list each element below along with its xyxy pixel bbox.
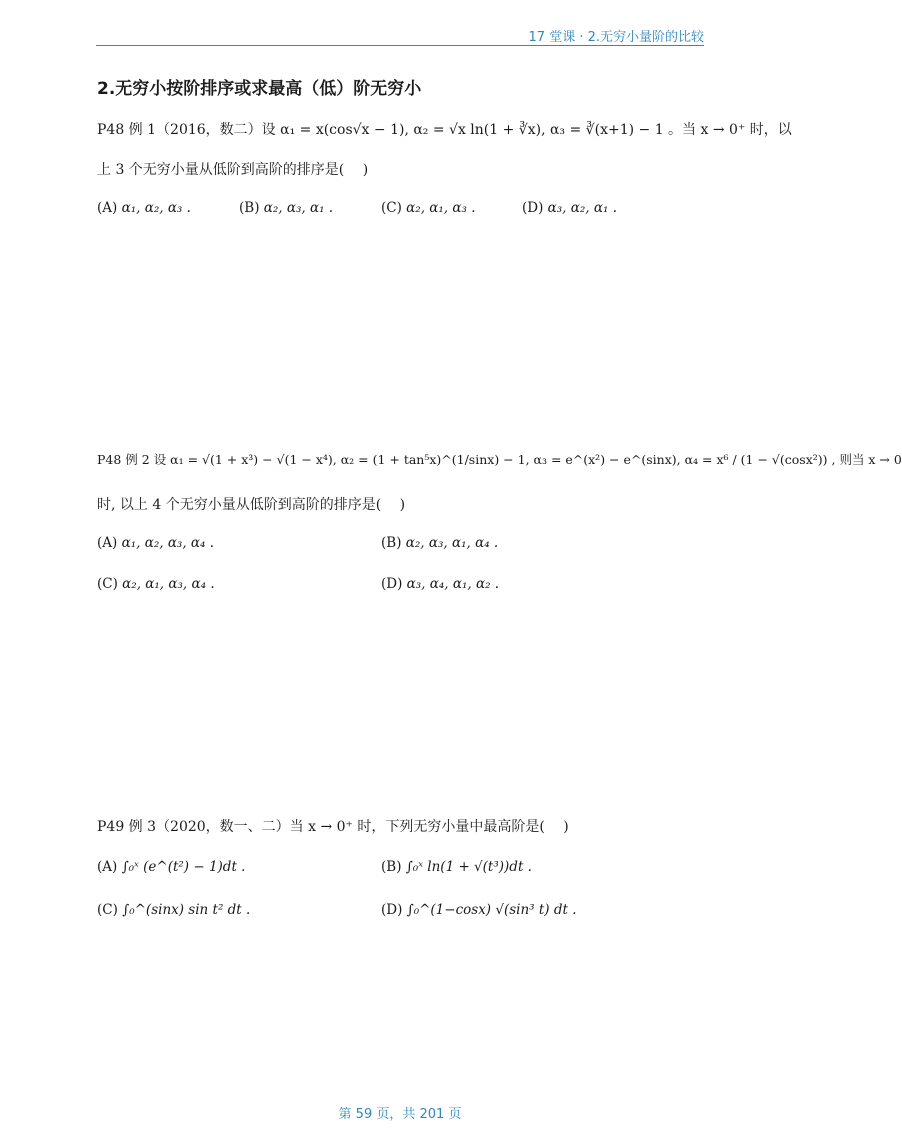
option-text: ∫₀^(sinx) sin t² dt . [122, 902, 251, 918]
option-text: α₁, α₂, α₃ . [121, 200, 191, 216]
example-3-option-b [381, 857, 532, 877]
section-title: 2.无穷小按阶排序或求最高（低）阶无穷小 [97, 79, 422, 99]
example-1-question-line2: 上 3 个无穷小量从低阶到高阶的排序是( ) [97, 162, 369, 178]
option-text: α₂, α₁, α₃ . [406, 200, 476, 216]
option-label: (C) [97, 902, 118, 918]
option-text: α₂, α₃, α₁, α₄ . [405, 535, 499, 551]
example-3-option-d [381, 900, 577, 920]
option-label: (B) [381, 859, 402, 875]
option-text: ∫₀ˣ ln(1 + √(t³))dt . [405, 859, 532, 875]
example-1-option-a [97, 198, 191, 218]
option-label: (A) [97, 859, 118, 875]
option-text: α₁, α₂, α₃, α₄ . [121, 535, 215, 551]
example-3-option-c [97, 900, 250, 920]
example-2-option-a [97, 533, 214, 553]
option-label: (B) [239, 200, 260, 216]
option-label: (D) [381, 576, 403, 592]
running-header: 17 堂课 · 2.无穷小量阶的比较 [528, 30, 704, 45]
option-text: α₂, α₃, α₁ . [263, 200, 334, 216]
option-label: (C) [97, 576, 118, 592]
option-label: (D) [381, 902, 403, 918]
option-text: α₃, α₂, α₁ . [547, 200, 617, 216]
option-text: α₂, α₁, α₃, α₄ . [122, 576, 215, 592]
option-text: ∫₀ˣ (e^(t²) − 1)dt . [121, 859, 246, 875]
example-1-question-line1: P48 例 1（2016，数二）设 α₁ = x(cos√x − 1), α₂ = √x ln(1 + ∛x), α₃ = ∛(x+1) − 1 。当 x → 0⁺ 时，以 [97, 122, 792, 138]
example-2-option-d [381, 574, 499, 594]
example-2-question-line1: P48 例 2 设 α₁ = √(1 + x³) − √(1 − x⁴), α₂ = (1 + tan⁵x)^(1/sinx) − 1, α₃ = e^(x²) − e^(sinx), α₄ = x⁶ / (1 − √(cosx²)) , 则当 x → 0 [97, 452, 902, 467]
example-2-option-c [97, 574, 215, 594]
option-label: (D) [522, 200, 544, 216]
option-label: (A) [97, 535, 118, 551]
example-2-question-line2: 时, 以上 4 个无穷小量从低阶到高阶的排序是( ) [97, 497, 406, 513]
example-2-option-b [381, 533, 498, 553]
option-text: α₃, α₄, α₁, α₂ . [406, 576, 500, 592]
option-label: (B) [381, 535, 402, 551]
option-label: (A) [97, 200, 118, 216]
example-3-question-line1: P49 例 3（2020，数一、二）当 x → 0⁺ 时，下列无穷小量中最高阶是( ) [97, 819, 569, 835]
option-text: ∫₀^(1−cosx) √(sin³ t) dt . [406, 902, 577, 918]
option-label: (C) [381, 200, 402, 216]
example-1-option-d [522, 198, 617, 218]
header-rule [96, 45, 704, 46]
example-1-option-b [239, 198, 333, 218]
page-number-footer: 第 59 页，共 201 页 [338, 1107, 462, 1122]
example-1-option-c [381, 198, 476, 218]
example-3-option-a [97, 857, 245, 877]
